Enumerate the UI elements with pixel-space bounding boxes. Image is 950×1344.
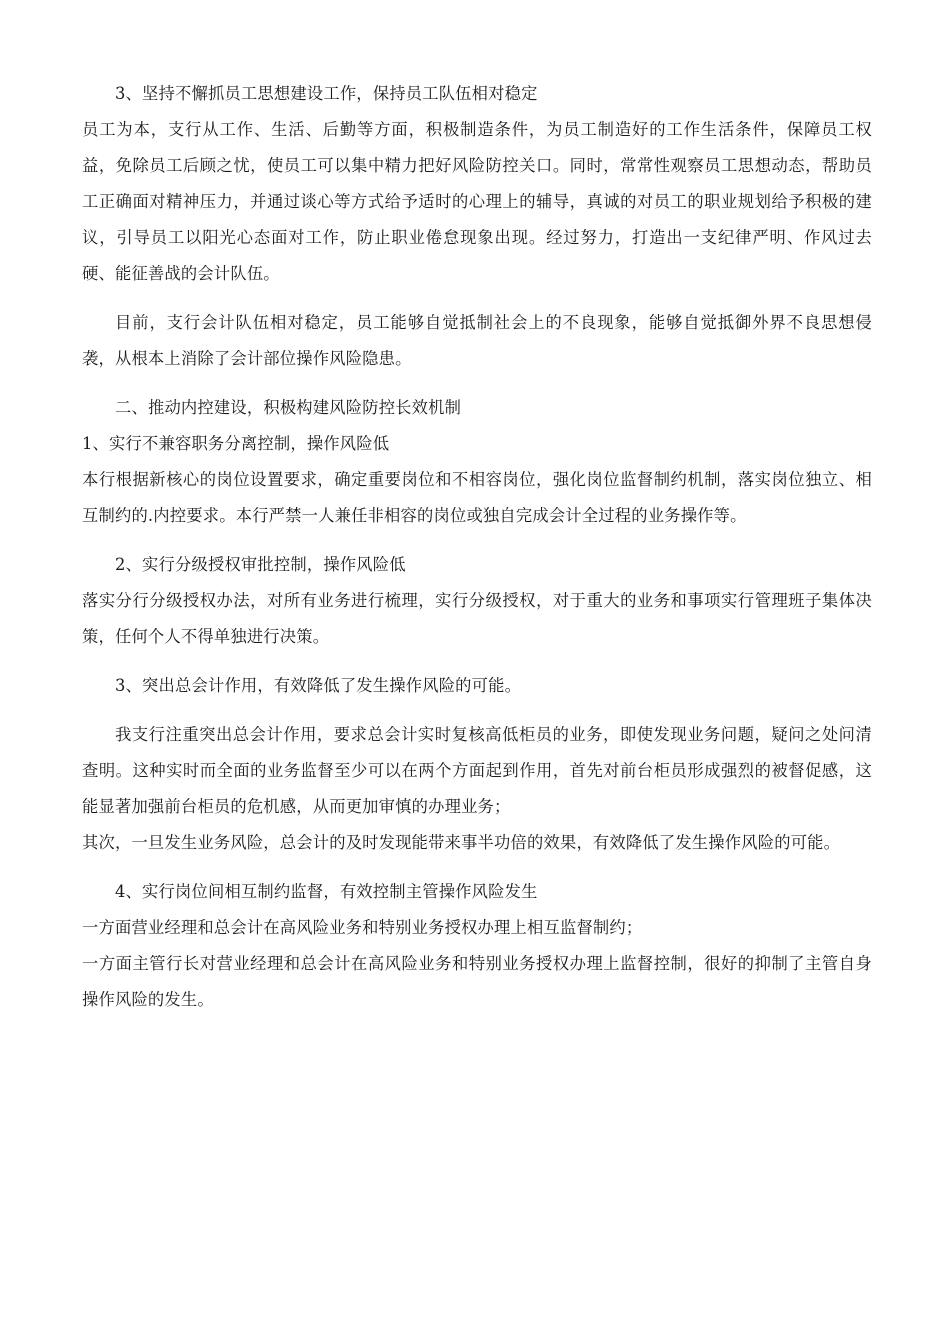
paragraph-chief-accountant-secondly: 其次，一旦发生业务风险，总会计的及时发现能带来事半功倍的效果，有效降低了发生操作风险的可能。: [82, 833, 841, 852]
section-heading-internal-control: 二、推动内控建设，积极构建风险防控长效机制: [115, 398, 462, 417]
paragraph-staff-care: 员工为本，支行从工作、生活、后勤等方面，积极制造条件，为员工制造好的工作生活条件，保障员工权益，免除员工后顾之忧，使员工可以集中精力把好风险防控关口。同时，常常性观察员工思想动态，帮助员工正确面对精神压力，并通过谈心等方式给予适时的心理上的辅导，真诚的对员工的职业规划给予积极的建议，引导员工以阳光心态面对工作，防止职业倦怠现象出现。经过努力，打造出一支纪律严明、作风过去硬、能征善战的会计队伍。: [82, 120, 872, 283]
paragraph-chief-accountant-review: 我支行注重突出总会计作用，要求总会计实时复核高低柜员的业务，即使发现业务问题，疑问之处问清查明。这种实时而全面的业务监督至少可以在两个方面起到作用，首先对前台柜员形成强烈的被督促感，这能显著加强前台柜员的危机感，从而更加审慎的办理业务；: [82, 725, 872, 816]
paragraph-mutual-supervision-2: 一方面主管行长对营业经理和总会计在高风险业务和特别业务授权办理上监督控制，很好的抑制了主管自身操作风险的发生。: [82, 954, 872, 1009]
paragraph-duty-separation: 本行根据新核心的岗位设置要求，确定重要岗位和不相容岗位，强化岗位监督制约机制，落实岗位独立、相互制约的.内控要求。本行严禁一人兼任非相容的岗位或独自完成会计全过程的业务操作等。: [82, 470, 872, 525]
document-page: [82, 76, 872, 1018]
heading-2-tiered-authorization: 2、实行分级授权审批控制，操作风险低: [115, 555, 406, 574]
heading-3-chief-accountant: 3、突出总会计作用，有效降低了发生操作风险的可能。: [115, 676, 522, 695]
paragraph-mutual-supervision-1: 一方面营业经理和总会计在高风险业务和特别业务授权办理上相互监督制约；: [82, 918, 643, 937]
heading-4-mutual-supervision: 4、实行岗位间相互制约监督，有效控制主管操作风险发生: [115, 882, 538, 901]
heading-1-duty-separation: 1、实行不兼容职务分离控制，操作风险低: [82, 434, 390, 453]
paragraph-tiered-authorization: 落实分行分级授权办法，对所有业务进行梳理，实行分级授权，对于重大的业务和事项实行管理班子集体决策，任何个人不得单独进行决策。: [82, 591, 872, 646]
paragraph-current-status: 目前，支行会计队伍相对稳定，员工能够自觉抵制社会上的不良现象，能够自觉抵御外界不良思想侵袭，从根本上消除了会计部位操作风险隐患。: [82, 313, 872, 368]
heading-3-staff-stability: 3、坚持不懈抓员工思想建设工作，保持员工队伍相对稳定: [115, 84, 538, 103]
